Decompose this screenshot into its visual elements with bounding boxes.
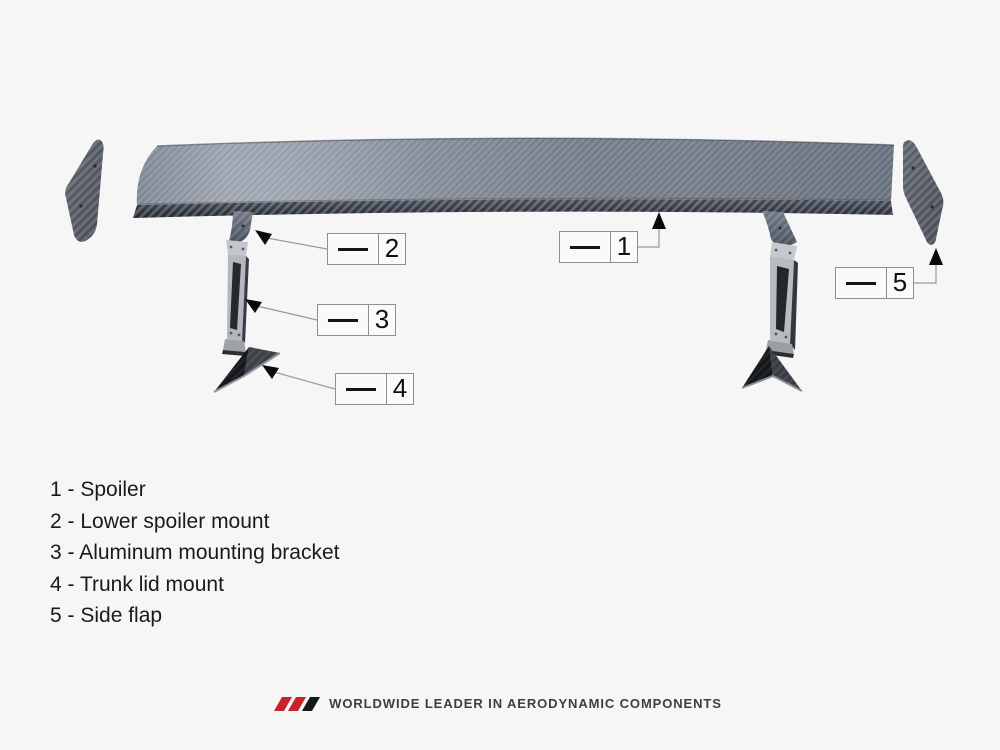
parts-legend <box>50 474 339 632</box>
callout-box-1 <box>559 231 638 263</box>
callout-2-line-cell <box>328 234 379 264</box>
leader-line-1 <box>638 228 659 247</box>
side-flap-right-weave <box>903 140 943 245</box>
bracket-left-bolt-1 <box>230 246 233 249</box>
leader-line-5 <box>914 264 936 283</box>
bracket-left-bolt-3 <box>230 332 233 335</box>
lower-spoiler-mount-left <box>229 211 253 242</box>
callout-box-4 <box>335 373 414 405</box>
lower-spoiler-mount-right-bolt <box>779 227 782 230</box>
part-line-icon <box>328 319 358 322</box>
part-line-icon <box>346 388 376 391</box>
callout-4-number: 4 <box>392 373 408 403</box>
bracket-left-bolt-4 <box>238 334 241 337</box>
callout-3-line-cell <box>318 305 369 335</box>
legend-item-4: 4 - Trunk lid mount <box>50 572 224 596</box>
side-flap-left-hole-bottom <box>79 204 82 207</box>
side-flap-left-weave <box>65 140 103 242</box>
part-line-icon <box>338 248 368 251</box>
mounting-bracket-left <box>222 240 249 356</box>
callout-box-3 <box>317 304 396 336</box>
side-flap-right-hole-bottom <box>930 205 933 208</box>
leader-line-3 <box>257 306 317 320</box>
legend-item-1: 1 - Spoiler <box>50 478 146 501</box>
part-line-icon <box>846 282 876 285</box>
callout-3-number: 3 <box>374 304 390 334</box>
callout-1-line-cell <box>560 232 611 262</box>
lower-spoiler-mount-left-weave <box>229 211 253 242</box>
bracket-right-bolt-4 <box>785 336 788 339</box>
bracket-left-foot <box>223 339 246 352</box>
callout-2-number: 2 <box>384 233 400 263</box>
legend-item-3: 3 - Aluminum mounting bracket <box>50 541 340 564</box>
legend-item-2: 2 - Lower spoiler mount <box>50 509 270 533</box>
footer <box>0 696 1000 711</box>
side-flap-right <box>903 140 943 245</box>
part-line-icon <box>570 246 600 249</box>
spoiler-wing-left-highlight <box>137 138 894 205</box>
lower-spoiler-mount-right <box>762 211 797 247</box>
lower-spoiler-mount-left-bolt <box>242 225 245 228</box>
callout-arrow-1 <box>652 212 666 229</box>
side-flap-left-hole-top <box>93 164 96 167</box>
callout-arrow-2 <box>255 230 272 245</box>
callout-arrow-5 <box>929 248 943 265</box>
mounting-bracket-right <box>765 242 798 358</box>
callout-arrow-4 <box>262 365 279 379</box>
callout-box-5 <box>835 267 914 299</box>
callout-5-line-cell <box>836 268 887 298</box>
brand-logo-icon <box>274 697 320 711</box>
bracket-left-top-flange <box>226 240 248 256</box>
callout-5-number: 5 <box>892 267 908 297</box>
spoiler-wing <box>133 138 894 218</box>
leader-line-2 <box>267 238 327 249</box>
bracket-left-bolt-2 <box>242 248 245 251</box>
callout-box-2 <box>327 233 406 265</box>
callout-arrow-3 <box>245 299 262 313</box>
callout-4-line-cell <box>336 374 387 404</box>
bracket-right-bolt-1 <box>775 249 778 252</box>
leader-line-4 <box>274 372 335 389</box>
bracket-right-bolt-3 <box>775 333 778 336</box>
side-flap-left <box>65 140 103 242</box>
legend-item-5: 5 - Side flap <box>50 604 163 627</box>
footer-tagline: WORLDWIDE LEADER IN AERODYNAMIC COMPONENTS <box>329 696 722 711</box>
bracket-right-bolt-2 <box>789 252 792 255</box>
callout-1-number: 1 <box>616 231 632 261</box>
side-flap-right-hole-top <box>911 166 914 169</box>
